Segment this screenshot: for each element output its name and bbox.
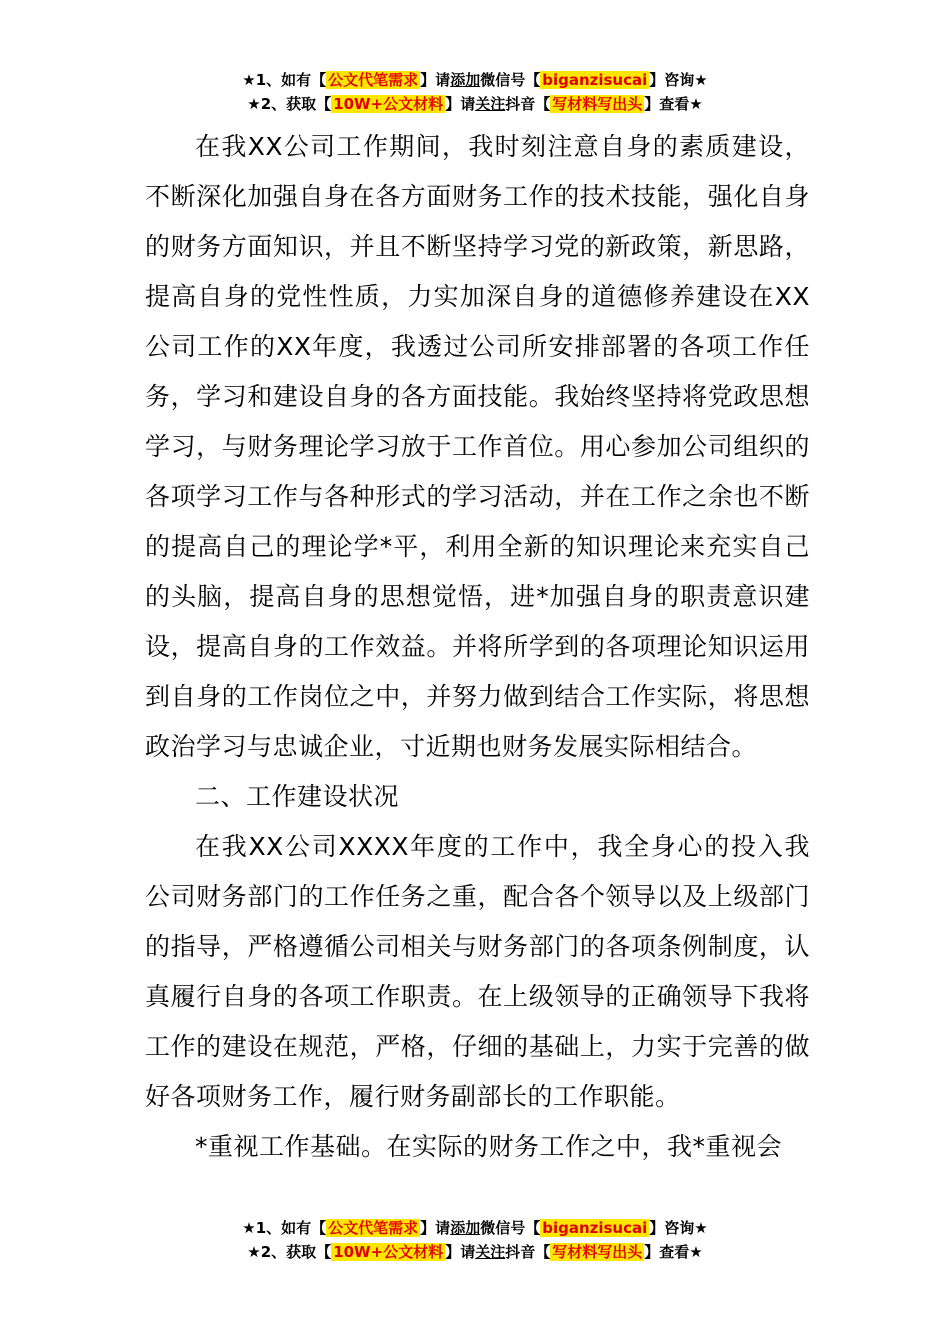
banner-line-1-suffix: 】咨询★ — [649, 71, 708, 89]
banner-underline-follow: 关注 — [475, 95, 506, 113]
footer-underline-follow: 关注 — [475, 1243, 506, 1261]
footer-line-1-mid: 】请 — [420, 1219, 451, 1237]
banner-line-2-mid2: 抖音【 — [505, 95, 551, 113]
section-heading-work-status: 二、工作建设状况 — [195, 782, 400, 811]
banner-highlight-materials: 10W+公文材料 — [333, 95, 444, 113]
paragraph-work-foundation: *重视工作基础。在实际的财务工作之中，我*重视会 — [195, 1132, 783, 1161]
banner-line-2-mid: 】请 — [445, 95, 476, 113]
footer-line-2-mid2: 抖音【 — [505, 1243, 551, 1261]
banner-line-2-prefix: ★2、获取【 — [247, 95, 332, 113]
footer-line-1-suffix: 】咨询★ — [649, 1219, 708, 1237]
document-body — [145, 122, 810, 1172]
banner-line-2-suffix: 】查看★ — [644, 95, 703, 113]
footer-line-2-mid: 】请 — [445, 1243, 476, 1261]
footer-highlight-wechat-id: biganzisucai — [542, 1219, 648, 1237]
footer-line-1-prefix: ★1、如有【 — [242, 1219, 327, 1237]
banner-line-1-prefix: ★1、如有【 — [242, 71, 327, 89]
banner-line-1 — [0, 68, 950, 92]
footer-banner — [0, 1216, 950, 1264]
footer-line-1-mid2: 微信号【 — [480, 1219, 541, 1237]
banner-highlight-douyin: 写材料写出头 — [552, 95, 643, 113]
banner-line-2 — [0, 92, 950, 116]
banner-line-1-mid: 】请 — [420, 71, 451, 89]
banner-highlight-wechat-id: biganzisucai — [542, 71, 648, 89]
banner-highlight-service: 公文代笔需求 — [328, 71, 419, 89]
footer-line-2-suffix: 】查看★ — [644, 1243, 703, 1261]
paragraph-study: 在我XX公司工作期间，我时刻注意自身的素质建设，不断深化加强自身在各方面财务工作的技术技能，强化自身的财务方面知识，并且不断坚持学习党的新政策，新思路，提高自身的党性性质，力实加深自身的道德修养建设在XX公司工作的XX年度，我透过公司所安排部署的各项工作任务，学习和建设自身的各方面技能。我始终坚持将党政思想学习，与财务理论学习放于工作首位。用心参加公司组织的各项学习工作与各种形式的学习活动，并在工作之余也不断的提高自己的理论学*平，利用全新的知识理论来充实自己的头脑，提高自身的思想觉悟，进*加强自身的职责意识建设，提高自身的工作效益。并将所学到的各项理论知识运用到自身的工作岗位之中，并努力做到结合工作实际，将思想政治学习与忠诚企业，寸近期也财务发展实际相结合。 — [145, 132, 810, 761]
footer-highlight-materials: 10W+公文材料 — [333, 1243, 444, 1261]
footer-highlight-service: 公文代笔需求 — [328, 1219, 419, 1237]
footer-underline-add: 添加 — [450, 1219, 481, 1237]
footer-line-2-prefix: ★2、获取【 — [247, 1243, 332, 1261]
banner-line-1-mid2: 微信号【 — [480, 71, 541, 89]
footer-banner-line-2 — [0, 1240, 950, 1264]
header-banner — [0, 68, 950, 116]
banner-underline-add: 添加 — [450, 71, 481, 89]
footer-banner-line-1 — [0, 1216, 950, 1240]
footer-highlight-douyin: 写材料写出头 — [552, 1243, 643, 1261]
paragraph-work-status: 在我XX公司XXXX年度的工作中，我全身心的投入我公司财务部门的工作任务之重，配合各个领导以及上级部门的指导，严格遵循公司相关与财务部门的各项条例制度，认真履行自身的各项工作职责。在上级领导的正确领导下我将工作的建设在规范，严格，仔细的基础上，力实于完善的做好各项财务工作，履行财务副部长的工作职能。 — [145, 832, 810, 1111]
